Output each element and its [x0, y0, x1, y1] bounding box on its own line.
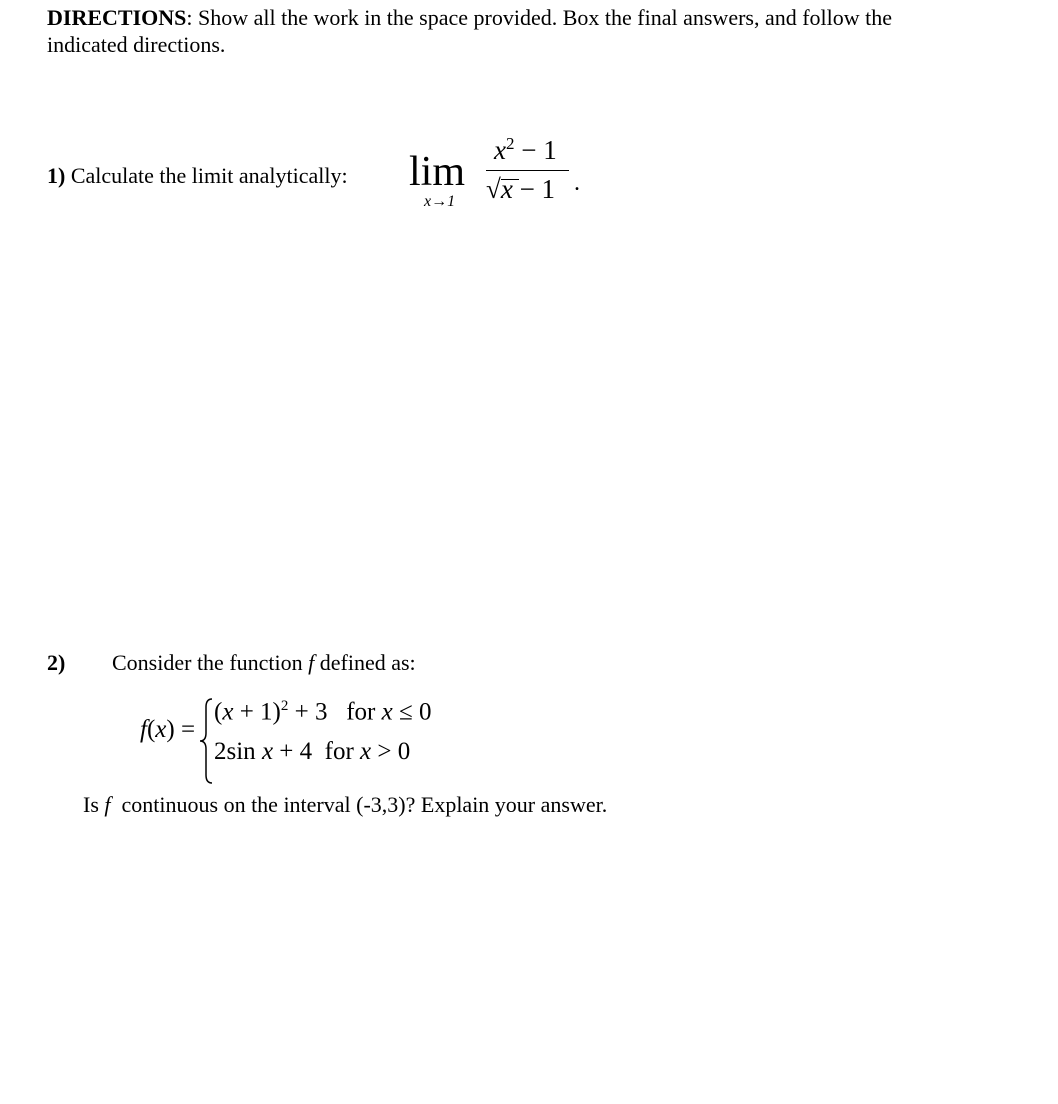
problem-1-prompt	[47, 163, 348, 189]
problem-1-prompt-text: Calculate the limit analytically:	[65, 163, 348, 188]
directions-heading: DIRECTIONS	[47, 5, 187, 30]
fraction-numerator: $x^2 - 1$	[494, 134, 557, 165]
limit-subscript	[424, 193, 455, 211]
problem-2-number: 2)	[47, 650, 66, 675]
piecewise-brace	[198, 697, 214, 785]
piecewise-case-1: $(x + 1)^2 + 3$ for x ≤ 0	[214, 698, 432, 726]
problem-1-number: 1)	[47, 163, 66, 188]
piecewise-case-2: 2sin x + 4 for x > 0	[214, 738, 411, 765]
limit-operator: lim	[409, 149, 466, 195]
fraction-denominator: √x − 1	[486, 174, 556, 204]
limit-fraction	[486, 134, 572, 218]
problem-2-intro: Consider the function f defined as:	[112, 650, 416, 675]
limit-subscript-text: x→1	[424, 193, 456, 210]
fraction-bar	[486, 170, 569, 171]
sqrt-overline	[501, 179, 519, 180]
function-lhs: f(x) =	[140, 716, 196, 743]
limit-period: .	[574, 170, 580, 196]
directions-text: : Show all the work in the space provided. Box the final answers, and follow the indicated directions.	[47, 5, 893, 57]
problem-2-question: Is f continuous on the interval (-3,3)? Explain your answer.	[83, 792, 608, 817]
directions-paragraph	[47, 4, 977, 58]
